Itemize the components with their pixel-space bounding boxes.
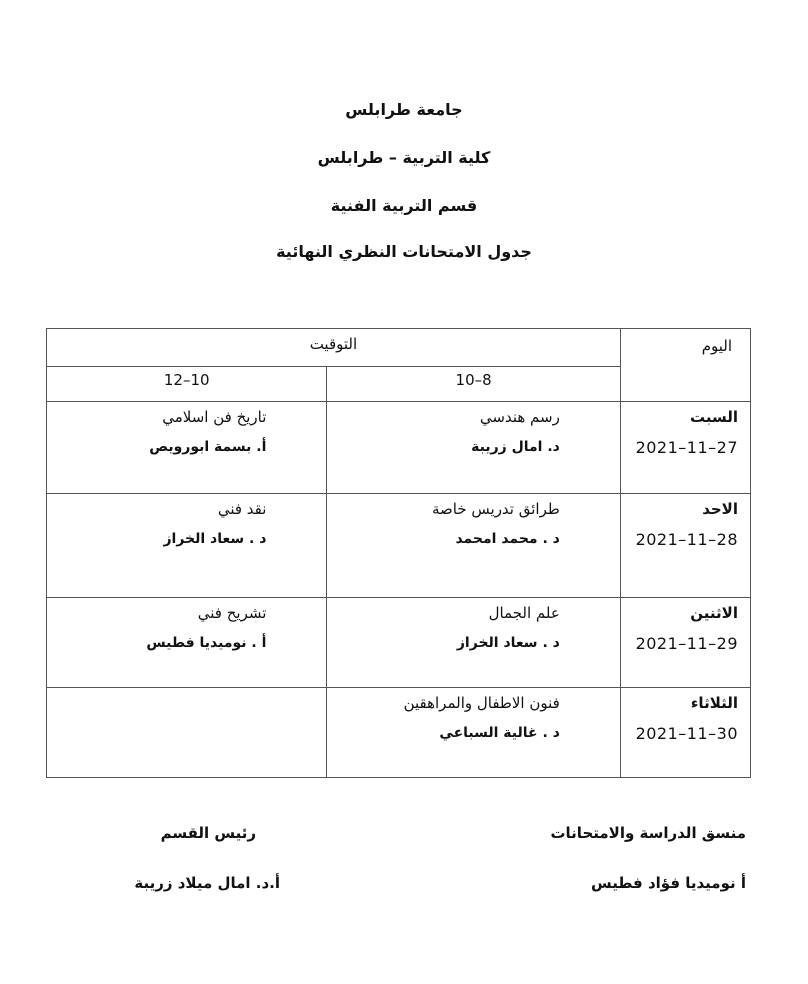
table-row (47, 688, 751, 778)
exam-slot-cell (327, 598, 620, 688)
department-name: قسم التربية الفنية (330, 196, 478, 215)
teacher-name: د . غالية السباعي (439, 725, 560, 741)
table-row (47, 402, 751, 494)
faculty-name: كلية التربية – طرابلس (317, 148, 491, 167)
department-head-title: رئيس القسم (160, 824, 256, 842)
exam-slot-cell (327, 494, 620, 598)
day-cell (620, 494, 750, 598)
subject-name: نقد فني (217, 500, 267, 518)
exam-date: 2021–11–27 (635, 438, 738, 457)
teacher-name: أ . نوميديا فطيس (146, 635, 267, 651)
university-name: جامعة طرابلس (345, 100, 463, 119)
day-cell (620, 598, 750, 688)
exam-schedule-table (46, 328, 751, 778)
exam-date: 2021–11–30 (635, 724, 738, 743)
table-row (47, 494, 751, 598)
coordinator-name: أ نوميديا فؤاد فطيس (590, 874, 746, 892)
teacher-name: د . سعاد الخراز (163, 531, 267, 547)
day-name: السبت (689, 408, 738, 426)
subject-name: فنون الاطفال والمراهقين (403, 694, 560, 712)
exam-slot-cell (47, 402, 327, 494)
day-name: الاحد (702, 500, 738, 518)
day-name: الثلاثاء (690, 694, 738, 712)
day-column-header: اليوم (620, 329, 750, 402)
document-title: جدول الامتحانات النظري النهائية (276, 242, 532, 261)
teacher-name: د . سعاد الخراز (456, 635, 560, 651)
subject-name: تشريح فني (197, 604, 267, 622)
teacher-name: د. امال زريبة (471, 439, 560, 455)
slot-header-1: 8–10 (327, 366, 620, 402)
subject-name: رسم هندسي (479, 408, 560, 426)
exam-slot-cell (47, 598, 327, 688)
subject-name: تاريخ فن اسلامي (162, 408, 267, 426)
coordinator-title: منسق الدراسة والامتحانات (550, 824, 746, 842)
table-row (47, 598, 751, 688)
exam-date: 2021–11–29 (635, 634, 738, 653)
day-cell (620, 402, 750, 494)
teacher-name: د . محمد امحمد (455, 531, 560, 547)
exam-slot-cell (327, 402, 620, 494)
exam-slot-cell (327, 688, 620, 778)
slot-header-2: 10–12 (47, 366, 327, 402)
timing-header: التوقيت (47, 329, 621, 367)
department-head-name: أ.د. امال ميلاد زريبة (134, 874, 280, 892)
exam-date: 2021–11–28 (635, 530, 738, 549)
subject-name: طرائق تدريس خاصة (432, 500, 560, 518)
day-name: الاثنين (690, 604, 738, 622)
exam-slot-cell (47, 494, 327, 598)
exam-slot-cell-empty (47, 688, 327, 778)
teacher-name: أ. بسمة ابورويص (149, 439, 267, 455)
day-cell (620, 688, 750, 778)
subject-name: علم الجمال (488, 604, 560, 622)
